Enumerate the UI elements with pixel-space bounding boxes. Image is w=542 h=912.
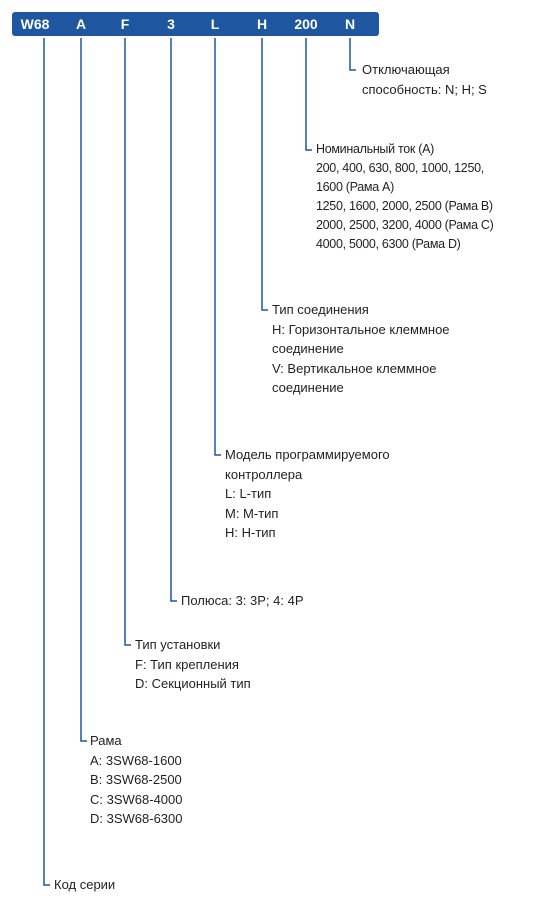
controller-line: M: M-тип [225, 505, 279, 521]
frame-line: D: 3SW68-6300 [90, 811, 183, 826]
poles-block [181, 591, 304, 611]
controller-title: Модель программируемого [225, 447, 390, 462]
frame-line: B: 3SW68-2500 [90, 772, 182, 787]
code-segment-frame: A [75, 16, 87, 32]
breaking-title: Отключающая [362, 62, 450, 77]
frame-title: Рама [90, 733, 122, 748]
code-segment-breaking: N [344, 16, 356, 32]
code-segment-current: 200 [294, 16, 318, 32]
installation-title: Тип установки [135, 637, 221, 652]
current-title: Номинальный ток (A) [316, 142, 435, 156]
code-segment-controller: L [210, 16, 220, 32]
controller-line: L: L-тип [225, 486, 272, 501]
controller-line: H: H-тип [225, 525, 276, 540]
frame-block [90, 731, 183, 829]
code-segment-poles: 3 [167, 16, 175, 32]
current-line: 4000, 5000, 6300 (Рама D) [316, 237, 461, 251]
leader-frame [81, 38, 87, 741]
current-line: 1600 (Рама A) [316, 180, 394, 194]
leader-installation [125, 38, 131, 645]
frame-line: A: 3SW68-1600 [90, 752, 182, 768]
installation-type-block [135, 635, 251, 694]
leader-series [44, 38, 50, 885]
poles-line: Полюса: 3: 3P; 4: 4P [181, 593, 304, 608]
breaking-capacity-block [362, 60, 487, 100]
frame-line: C: 3SW68-4000 [90, 791, 183, 807]
series-line: Код серии [54, 877, 116, 892]
breaking-values: способность: N; H; S [362, 82, 487, 97]
leader-connection [262, 38, 268, 310]
leader-breaking [350, 38, 356, 70]
controller-model-block [225, 445, 390, 543]
connection-line: соединение [272, 380, 344, 395]
connection-line: соединение [272, 341, 344, 356]
installation-line: D: Секционный тип [135, 676, 251, 691]
current-line: 2000, 2500, 3200, 4000 (Рама C) [316, 218, 494, 232]
connection-title: Тип соединения [272, 302, 369, 317]
series-code-block [54, 875, 115, 895]
current-line: 1250, 1600, 2000, 2500 (Рама B) [316, 199, 493, 213]
installation-line: F: Тип крепления [135, 656, 239, 672]
connection-type-block [272, 300, 450, 398]
code-segment-connection: H [256, 16, 268, 32]
leader-poles [171, 38, 177, 601]
leader-controller [215, 38, 221, 455]
code-segment-installation: F [120, 16, 130, 32]
rated-current-block [316, 140, 494, 254]
connection-line: H: Горизонтальное клеммное [272, 321, 450, 337]
leader-current [306, 38, 312, 150]
controller-line: контроллера [225, 466, 303, 482]
code-segment-series: W68 [20, 16, 50, 32]
connection-line: V: Вертикальное клеммное [272, 360, 437, 376]
current-line: 200, 400, 630, 800, 1000, 1250, [316, 161, 484, 175]
